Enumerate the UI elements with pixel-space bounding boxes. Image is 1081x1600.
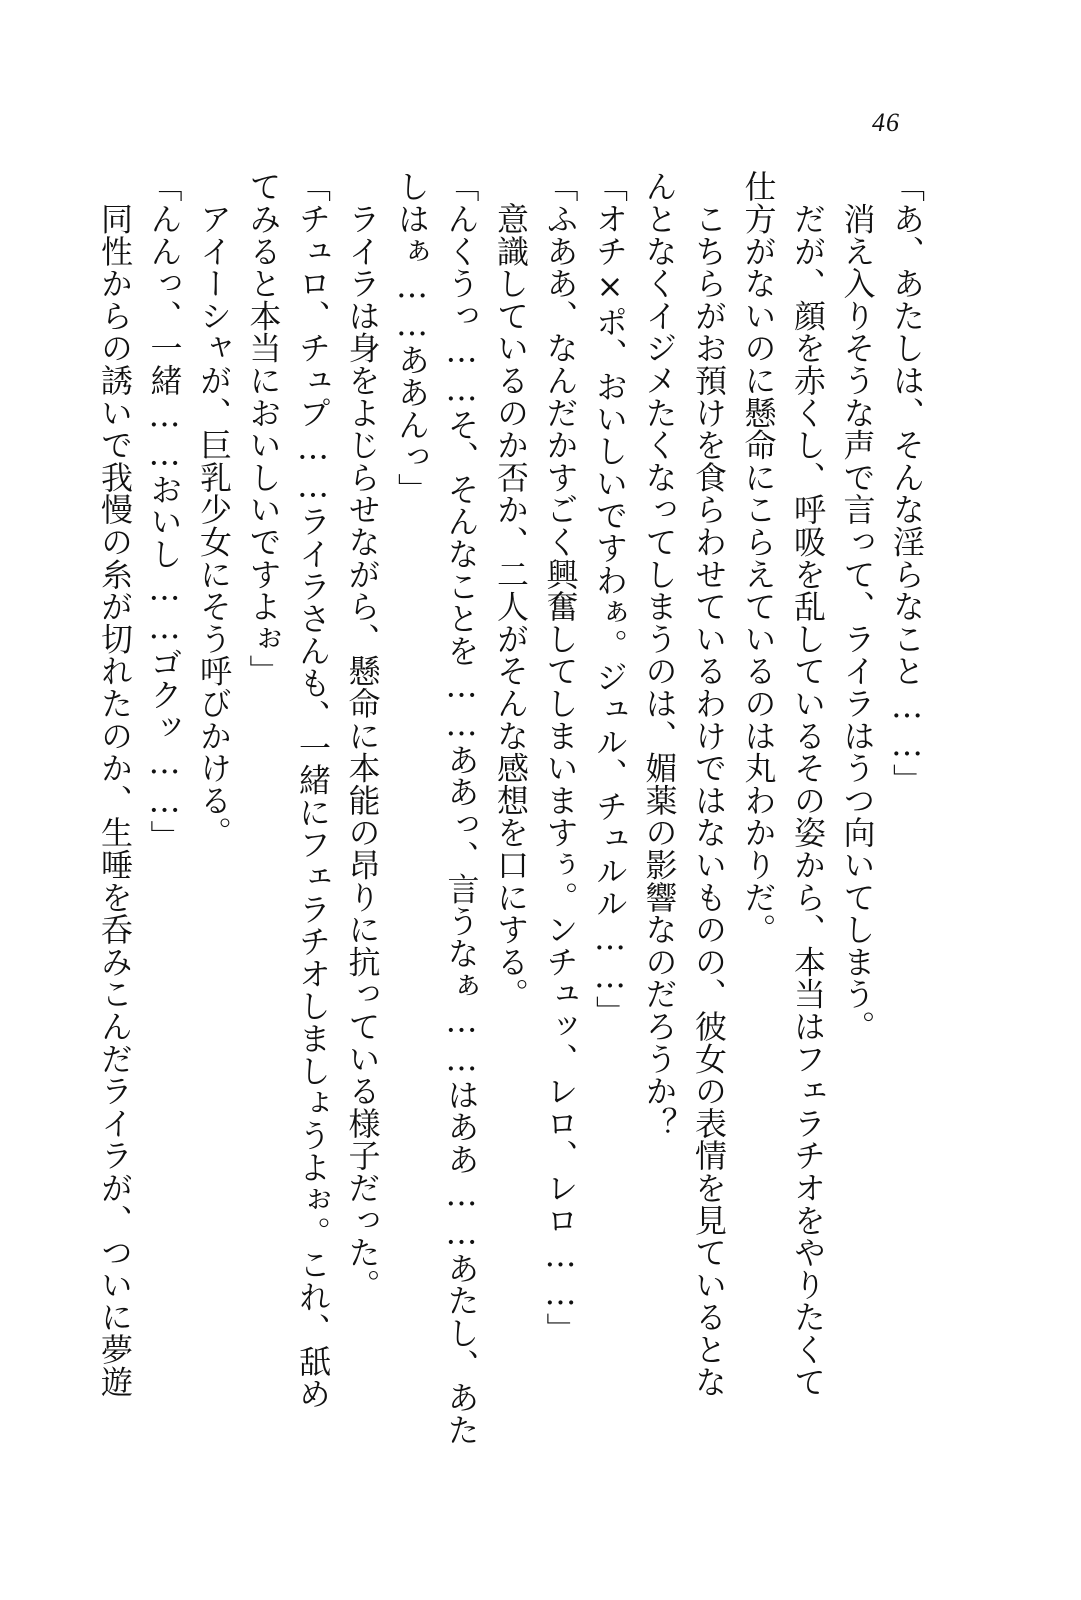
text-line: 「オチ×ポ、おいしいですわぁ。ジュル、チュルル……」: [591, 170, 629, 1028]
text-line: 「チュロ、チュプ……ライラさんも、一緒にフェラチオしましょうよぉ。これ、舐め: [294, 170, 332, 1410]
text-line: 「あ、あたしは、そんな淫らなこと……」: [888, 170, 926, 796]
text-line: 「ふああ、なんだかすごく興奮してしまいますぅ。ンチュッ、レロ、レロ……」: [541, 170, 580, 1345]
text-line: 仕方がないのに懸命にこらえているのは丸わかりだ。: [739, 170, 778, 946]
body-text: [90, 170, 932, 1500]
text-line: てみると本当においしいですよぉ」: [244, 170, 283, 687]
text-line: 消え入りそうな声で言って、ライラはうつ向いてしまう。: [838, 170, 877, 1043]
text-line: しはぁ……ああんっ」: [393, 170, 431, 505]
text-line: アイーシャが、巨乳少女にそう呼びかける。: [195, 170, 233, 849]
text-line: だが、顔を赤くし、呼吸を乱しているその姿から、本当はフェラチオをやりたくて: [789, 170, 827, 1398]
text-line: こちらがお預けを食らわせているわけではないものの、彼女の表情を見ているとな: [690, 170, 728, 1398]
text-line: 「んくうっ……そ、そんなことを……ああっ、言うなぁ……はああ……あたし、あた: [442, 170, 481, 1446]
text-line: 同性からの誘いで我慢の糸が切れたのか、生唾を呑みこんだライラが、ついに夢遊: [96, 170, 134, 1398]
text-line: 「んんっ、一緒……おいし……ゴクッ……」: [145, 170, 184, 852]
text-line: んとなくイジメたくなってしまうのは、媚薬の影響なのだろうか？: [640, 170, 679, 1139]
text-line: ライラは身をよじらせながら、懸命に本能の昂りに抗っている様子だった。: [343, 170, 382, 1301]
text-line: 意識しているのか否か、二人がそんな感想を口にする。: [492, 170, 530, 1010]
page-number: 46: [872, 108, 900, 137]
